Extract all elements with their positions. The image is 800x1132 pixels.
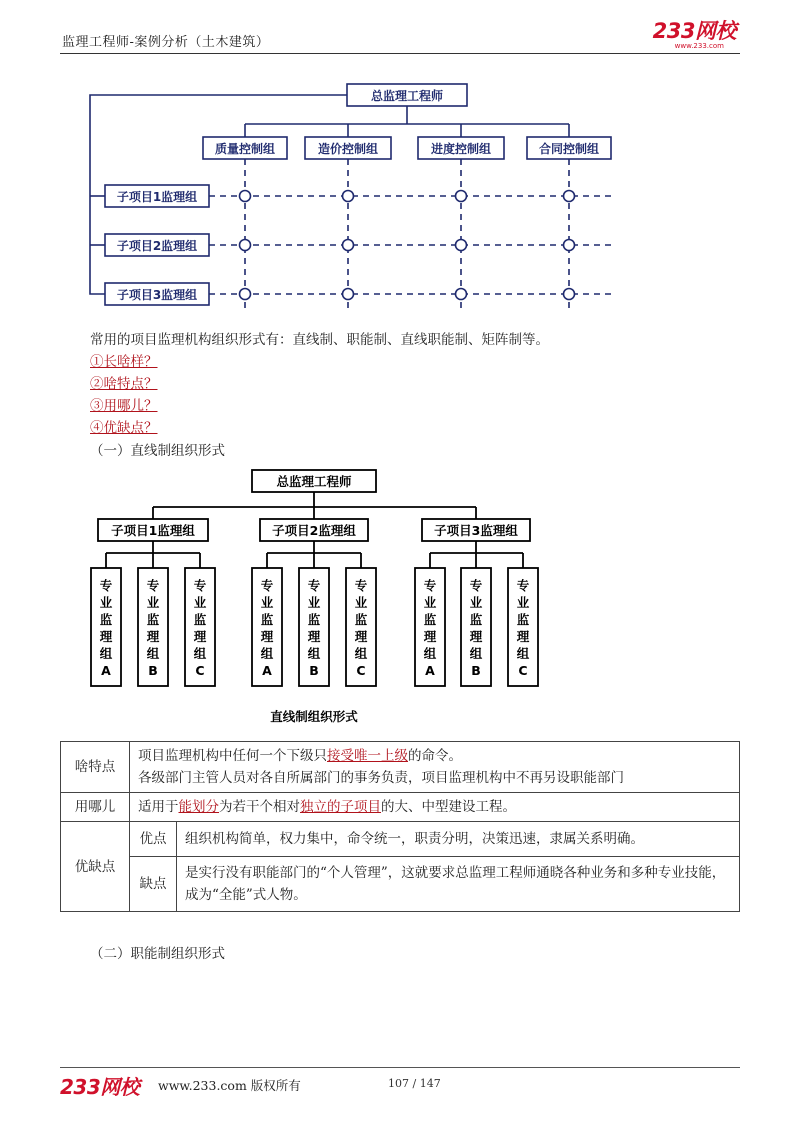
specialist-group-label: 专业监理组 B: [307, 578, 321, 678]
matrix-top-label: 总监理工程师: [370, 89, 444, 103]
proscons-row-label: 优缺点: [61, 822, 130, 912]
cons-label: 缺点: [130, 857, 177, 912]
intro-text: 常用的项目监理机构组织形式有：直线制、职能制、直线职能制、矩阵制等。: [90, 332, 549, 348]
features-text-end: 的命令。: [408, 748, 462, 764]
features-cell: [130, 742, 740, 793]
footer-logo[interactable]: 233网校: [60, 1075, 140, 1099]
cons-text: 是实行没有职能部门的“个人管理”，这就要求总监理工程师通晓各种业务和多种专业技能，成为“全能”式人物。: [177, 857, 740, 912]
specialist-group-label: 专业监理组 C: [354, 578, 368, 678]
brand-logo-url: www.233.com: [674, 42, 724, 50]
project-group-label: 子项目1监理组: [116, 190, 198, 204]
document-header-title: 监理工程师-案例分析（土木建筑）: [62, 35, 270, 50]
line-group-label: 子项目1监理组: [111, 523, 195, 538]
functional-group-label: 质量控制组: [214, 142, 276, 156]
project-group-label: 子项目2监理组: [116, 239, 198, 253]
question-features-link[interactable]: ②啥特点？: [90, 376, 158, 392]
specialist-group-label: 专业监理组 B: [146, 578, 160, 678]
specialist-group-label: 专业监理组 A: [423, 578, 437, 678]
brand-logo-text: 233网校: [652, 19, 736, 43]
usage-text: 适用于: [138, 799, 179, 815]
pros-label: 优点: [130, 822, 177, 857]
footer-copyright: www.233.com 版权所有: [158, 1078, 301, 1093]
functional-group-label: 合同控制组: [538, 142, 600, 156]
line-organization-info-table: [60, 741, 740, 912]
line-group-label: 子项目3监理组: [434, 523, 518, 538]
features-text: 项目监理机构中任何一个下级只: [138, 748, 327, 764]
features-line-2: 各级部门主管人员对各自所属部门的事务负责，项目监理机构中不再另设职能部门: [138, 770, 624, 786]
functional-group-label: 进度控制组: [430, 142, 492, 156]
question-appearance-link[interactable]: ①长啥样？: [90, 354, 158, 370]
usage-text-end: 的大、中型建设工程。: [381, 799, 516, 815]
specialist-group-label: 专业监理组 B: [469, 578, 483, 678]
section2-heading: （二）职能制组织形式: [90, 946, 225, 962]
usage-text-mid: 为若干个相对: [219, 799, 300, 815]
specialist-group-label: 专业监理组 C: [516, 578, 530, 678]
pros-text: 组织机构简单，权力集中，命令统一，职责分明，决策迅速，隶属关系明确。: [177, 822, 740, 857]
usage-row-label: 用哪儿: [61, 793, 130, 822]
usage-emphasis-2: 独立的子项目: [300, 799, 381, 815]
specialist-group-label: 专业监理组 A: [99, 578, 113, 678]
line-group-label: 子项目2监理组: [272, 523, 356, 538]
specialist-group-label: 专业监理组 C: [193, 578, 207, 678]
specialist-group-label: 专业监理组 A: [260, 578, 274, 678]
line-top-label: 总监理工程师: [276, 474, 352, 489]
usage-emphasis-1: 能划分: [178, 799, 219, 815]
features-emphasis: 接受唯一上级: [327, 748, 408, 764]
functional-group-label: 造价控制组: [317, 142, 379, 156]
line-diagram-caption: 直线制组织形式: [270, 709, 358, 724]
section1-heading: （一）直线制组织形式: [90, 443, 225, 459]
footer-divider: [60, 1067, 740, 1068]
usage-cell: [130, 793, 740, 822]
question-proscons-link[interactable]: ④优缺点？: [90, 420, 158, 436]
page-number: 107 / 147: [388, 1077, 441, 1090]
project-group-label: 子项目3监理组: [116, 288, 198, 302]
features-row-label: 啥特点: [61, 742, 130, 793]
question-usage-link[interactable]: ③用哪儿？: [90, 398, 158, 414]
